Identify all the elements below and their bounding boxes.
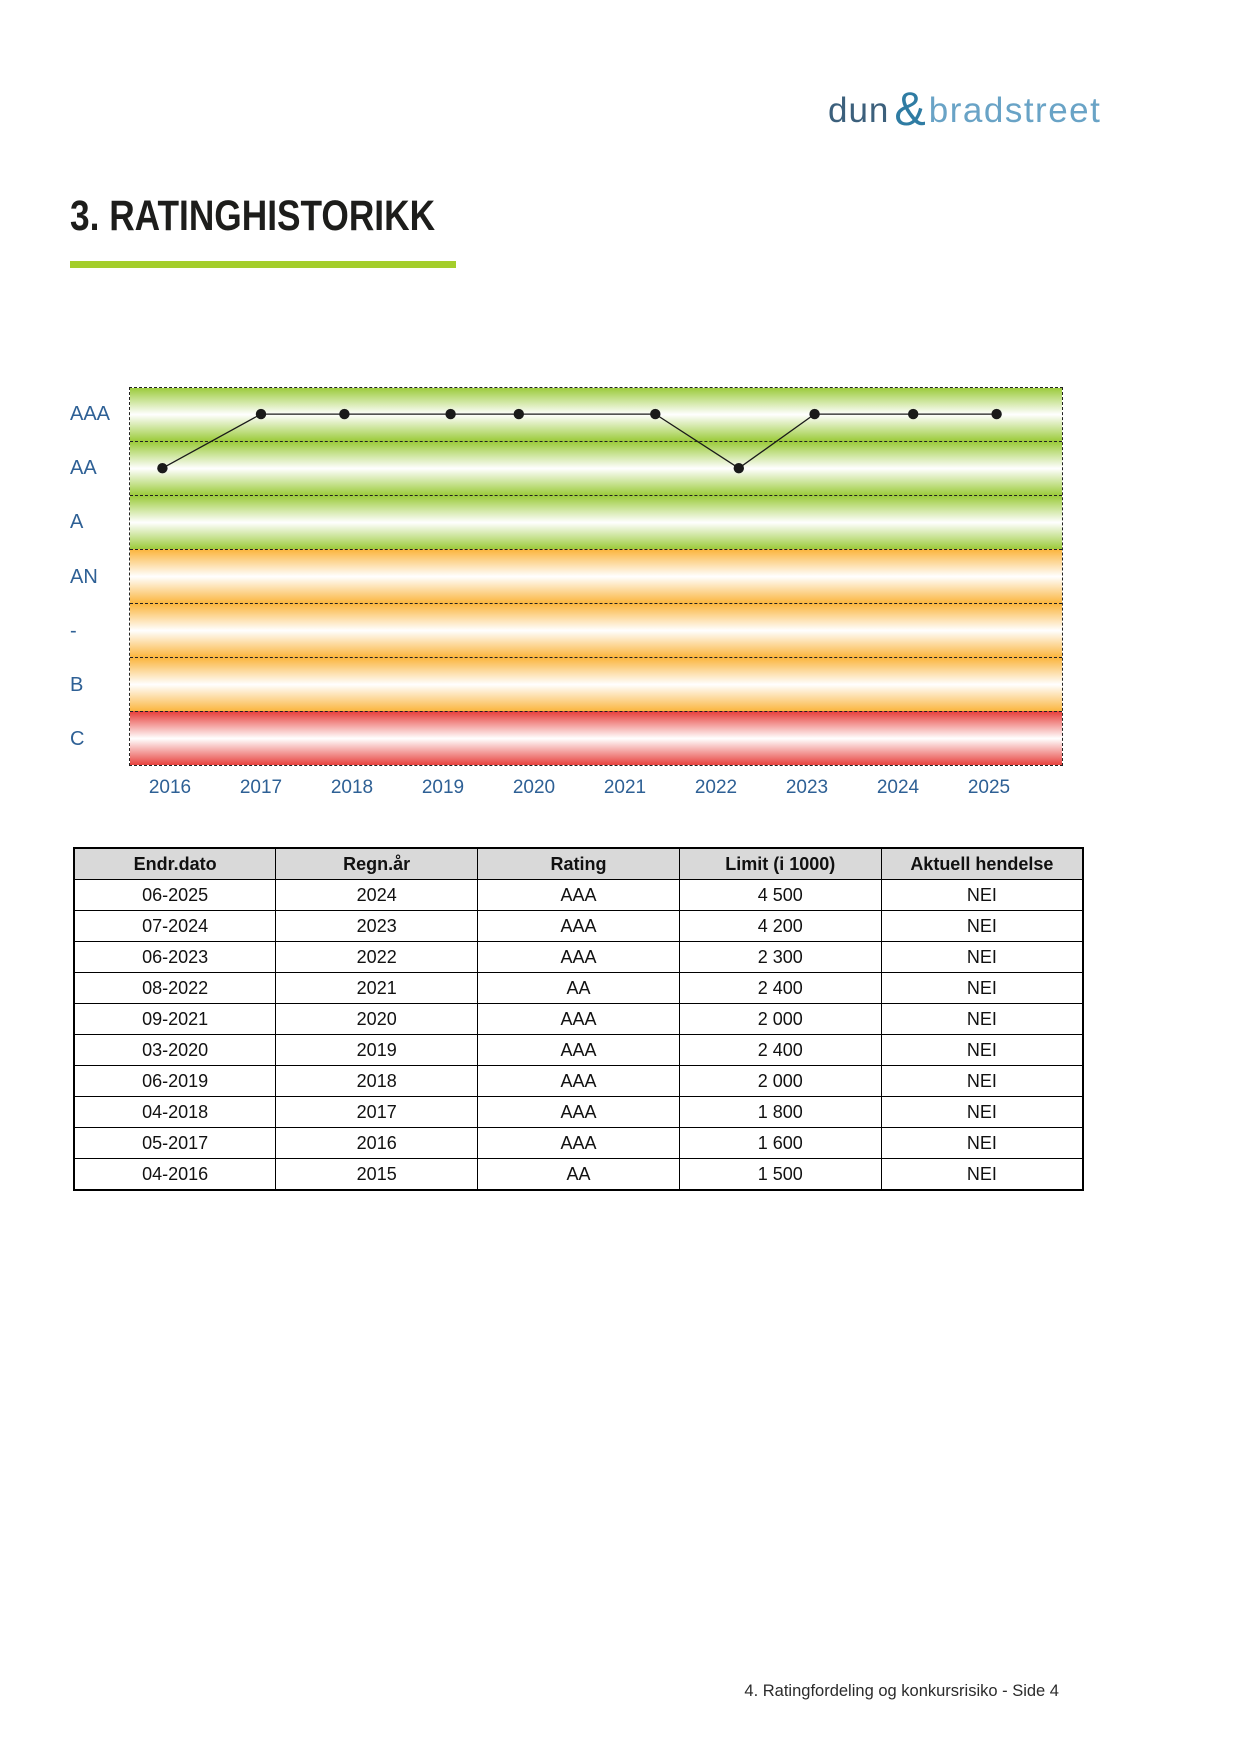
data-point-03-2020	[514, 409, 524, 419]
table-cell: NEI	[881, 1066, 1083, 1097]
table-cell: 1 600	[679, 1128, 881, 1159]
table-cell: 04-2016	[74, 1159, 276, 1191]
x-axis-label-2021: 2021	[603, 777, 647, 798]
table-cell: 4 500	[679, 880, 881, 911]
table-cell: 09-2021	[74, 1004, 276, 1035]
dun-bradstreet-logo	[828, 78, 1102, 135]
table-cell: 06-2025	[74, 880, 276, 911]
table-cell: AAA	[478, 1004, 680, 1035]
table-cell: AAA	[478, 1128, 680, 1159]
x-axis-label-2019: 2019	[421, 777, 465, 798]
data-point-04-2018	[339, 409, 349, 419]
table-cell: NEI	[881, 1004, 1083, 1035]
table-cell: 06-2019	[74, 1066, 276, 1097]
table-row	[74, 973, 1083, 1004]
table-cell: NEI	[881, 1097, 1083, 1128]
y-axis-label--: -	[70, 619, 77, 642]
data-point-06-2025	[991, 409, 1001, 419]
x-axis-label-2024: 2024	[876, 777, 920, 798]
y-axis-label-c: C	[70, 727, 85, 750]
table-row	[74, 1035, 1083, 1066]
table-cell: 2 000	[679, 1066, 881, 1097]
y-axis-label-aaa: AAA	[70, 403, 111, 426]
rating-history-table	[73, 847, 1084, 1191]
data-point-06-2019	[445, 409, 455, 419]
table-row	[74, 1066, 1083, 1097]
table-cell: 2 300	[679, 942, 881, 973]
x-axis-label-2017: 2017	[239, 777, 283, 798]
rating-trend-line	[162, 414, 996, 468]
table-cell: 04-2018	[74, 1097, 276, 1128]
y-axis-label-aa: AA	[70, 457, 97, 480]
table-cell: NEI	[881, 973, 1083, 1004]
table-row	[74, 911, 1083, 942]
table-row	[74, 1097, 1083, 1128]
section-title: 3. RATINGHISTORIKK	[70, 192, 436, 240]
column-header: Limit (i 1000)	[679, 848, 881, 880]
column-header: Rating	[478, 848, 680, 880]
table-row	[74, 1159, 1083, 1191]
table-cell: AA	[478, 973, 680, 1004]
table-row	[74, 942, 1083, 973]
table-cell: 2020	[276, 1004, 478, 1035]
data-point-05-2017	[256, 409, 266, 419]
y-axis-label-b: B	[70, 673, 84, 696]
rating-history-series	[129, 387, 1063, 766]
column-header: Endr.dato	[74, 848, 276, 880]
table-cell: 2016	[276, 1128, 478, 1159]
table-cell: AAA	[478, 880, 680, 911]
table-cell: NEI	[881, 911, 1083, 942]
table-cell: 2015	[276, 1159, 478, 1191]
table-cell: 05-2017	[74, 1128, 276, 1159]
table-body	[74, 880, 1083, 1191]
table-cell: AAA	[478, 911, 680, 942]
table-cell: 03-2020	[74, 1035, 276, 1066]
table-cell: 2022	[276, 942, 478, 973]
x-axis-label-2018: 2018	[330, 777, 374, 798]
y-axis-label-a: A	[70, 511, 84, 534]
data-point-04-2016	[157, 463, 167, 473]
table-cell: 2024	[276, 880, 478, 911]
table-cell: 2023	[276, 911, 478, 942]
y-axis-label-an: AN	[70, 565, 98, 588]
column-header: Aktuell hendelse	[881, 848, 1083, 880]
table-cell: 2017	[276, 1097, 478, 1128]
data-point-09-2021	[650, 409, 660, 419]
table-cell: AAA	[478, 1035, 680, 1066]
table-cell: AA	[478, 1159, 680, 1191]
data-point-07-2024	[908, 409, 918, 419]
table-cell: NEI	[881, 1128, 1083, 1159]
table-cell: NEI	[881, 1035, 1083, 1066]
section-title-underline	[70, 261, 456, 268]
logo-text-bradstreet: bradstreet	[928, 91, 1102, 130]
table-cell: 2 000	[679, 1004, 881, 1035]
table-cell: 07-2024	[74, 911, 276, 942]
table-cell: 1 800	[679, 1097, 881, 1128]
column-header: Regn.år	[276, 848, 478, 880]
table-cell: AAA	[478, 1066, 680, 1097]
data-point-08-2022	[734, 463, 744, 473]
x-axis-label-2023: 2023	[785, 777, 829, 798]
x-axis-label-2020: 2020	[512, 777, 556, 798]
x-axis-label-2025: 2025	[967, 777, 1011, 798]
table-cell: 08-2022	[74, 973, 276, 1004]
table-header	[74, 848, 1083, 880]
table-cell: NEI	[881, 1159, 1083, 1191]
table-cell: 2 400	[679, 1035, 881, 1066]
table-cell: 4 200	[679, 911, 881, 942]
table-row	[74, 1128, 1083, 1159]
table-cell: 2018	[276, 1066, 478, 1097]
table-row	[74, 1004, 1083, 1035]
table-cell: NEI	[881, 880, 1083, 911]
table-cell: AAA	[478, 942, 680, 973]
table-cell: 2021	[276, 973, 478, 1004]
data-point-06-2023	[809, 409, 819, 419]
table-header-row	[74, 848, 1083, 880]
logo-text-dun: dun	[828, 91, 890, 130]
table-row	[74, 880, 1083, 911]
ampersand-icon: &	[894, 82, 926, 135]
x-axis-label-2022: 2022	[694, 777, 738, 798]
table-cell: 2 400	[679, 973, 881, 1004]
page-footer: 4. Ratingfordeling og konkursrisiko - Side 4	[744, 1682, 1059, 1700]
table-cell: AAA	[478, 1097, 680, 1128]
table-cell: 06-2023	[74, 942, 276, 973]
table-cell: 1 500	[679, 1159, 881, 1191]
table-cell: 2019	[276, 1035, 478, 1066]
table-cell: NEI	[881, 942, 1083, 973]
x-axis-label-2016: 2016	[148, 777, 192, 798]
